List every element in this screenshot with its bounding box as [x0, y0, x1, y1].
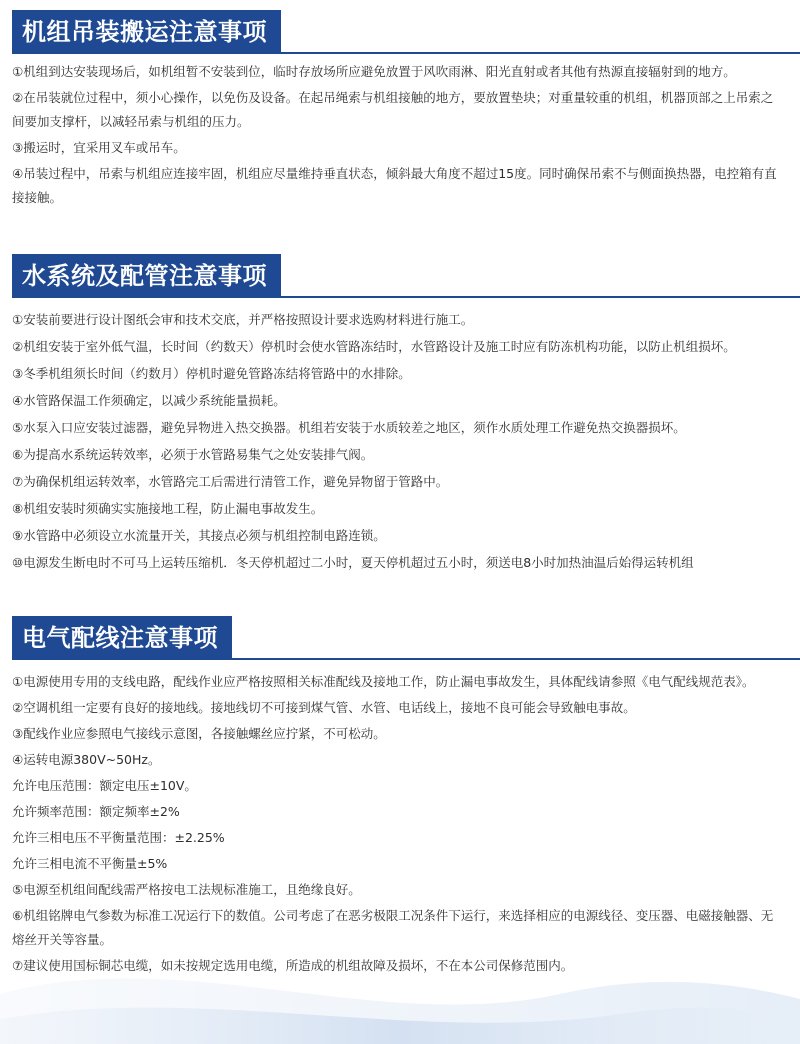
list-item: ②在吊装就位过程中，须小心操作，以免伤及设备。在起吊绳索与机组接触的地方，要放置垫块；对重量较重的机组，机器顶部之上吊索之间要加支撑杆，以减轻吊索与机组的压力。	[12, 90, 774, 129]
list-item: ①安装前要进行设计图纸会审和技术交底，并严格按照设计要求选购材料进行施工。	[12, 312, 474, 327]
item-list	[12, 308, 784, 575]
list-item: ③搬运时，宜采用叉车或吊车。	[12, 140, 186, 155]
list-item: ①机组到达安装现场后，如机组暂不安装到位，临时存放场所应避免放置于风吹雨淋、阳光直射或者其他有热源直接辐射到的地方。	[12, 64, 736, 79]
list-item: ⑦建议使用国标铜芯电缆，如未按规定选用电缆，所造成的机组故障及损坏，不在本公司保修范围内。	[12, 958, 574, 973]
list-item: 允许频率范围：额定频率±2%	[12, 804, 180, 819]
list-item: ⑤水泵入口应安装过滤器，避免异物进入热交换器。机组若安装于水质较差之地区，须作水质处理工作避免热交换器损坏。	[12, 420, 686, 435]
list-item: 允许三相电流不平衡量±5%	[12, 856, 168, 871]
list-item: ⑥机组铭牌电气参数为标准工况运行下的数值。公司考虑了在恶劣极限工况条件下运行，来选择相应的电源线径、变压器、电磁接触器、无熔丝开关等容量。	[12, 908, 774, 947]
list-item: ⑦为确保机组运转效率，水管路完工后需进行清管工作，避免异物留于管路中。	[12, 474, 449, 489]
section-title: 机组吊装搬运注意事项	[12, 10, 281, 54]
list-item: ④运转电源380V~50Hz。	[12, 752, 161, 767]
section-water-system	[0, 254, 800, 578]
list-item: 允许三相电压不平衡量范围：±2.25%	[12, 830, 225, 845]
list-item: ②机组安装于室外低气温，长时间（约数天）停机时会使水管路冻结时，水管路设计及施工时应有防冻机构功能，以防止机组损坏。	[12, 339, 736, 354]
section-header	[0, 10, 800, 54]
decorative-wave	[0, 924, 800, 1044]
list-item: ④吊装过程中，吊索与机组应连接牢固，机组应尽量维持垂直状态，倾斜最大角度不超过15度。同时确保吊索不与侧面换热器，电控箱有直接接触。	[12, 166, 777, 205]
list-item: ⑩电源发生断电时不可马上运转压缩机．冬天停机超过二小时，夏天停机超过五小时，须送电8小时加热油温后始得运转机组	[12, 555, 694, 570]
list-item: ⑥为提高水系统运转效率，必须于水管路易集气之处安装排气阀。	[12, 447, 374, 462]
list-item: ④水管路保温工作须确定，以减少系统能量损耗。	[12, 393, 286, 408]
section-header	[0, 616, 800, 660]
section-title: 电气配线注意事项	[12, 616, 232, 660]
item-list	[12, 60, 784, 210]
list-item: ③配线作业应参照电气接线示意图，各接触螺丝应拧紧，不可松动。	[12, 726, 386, 741]
list-item: ③冬季机组须长时间（约数月）停机时避免管路冻结将管路中的水排除。	[12, 366, 411, 381]
section-header	[0, 254, 800, 298]
list-item: ⑤电源至机组间配线需严格按电工法规标准施工，且绝缘良好。	[12, 882, 361, 897]
section-title: 水系统及配管注意事项	[12, 254, 281, 298]
section-lifting-transport	[0, 10, 800, 212]
list-item: ⑧机组安装时须确实实施接地工程，防止漏电事故发生。	[12, 501, 324, 516]
list-item: ②空调机组一定要有良好的接地线。接地线切不可接到煤气管、水管、电话线上，接地不良可能会导致触电事故。	[12, 700, 636, 715]
list-item: ⑨水管路中必须设立水流量开关，其接点必须与机组控制电路连锁。	[12, 528, 386, 543]
list-item: 允许电压范围：额定电压±10V。	[12, 778, 197, 793]
list-item: ①电源使用专用的支线电路，配线作业应严格按照相关标准配线及接地工作，防止漏电事故发生，具体配线请参照《电气配线规范表》。	[12, 674, 755, 689]
